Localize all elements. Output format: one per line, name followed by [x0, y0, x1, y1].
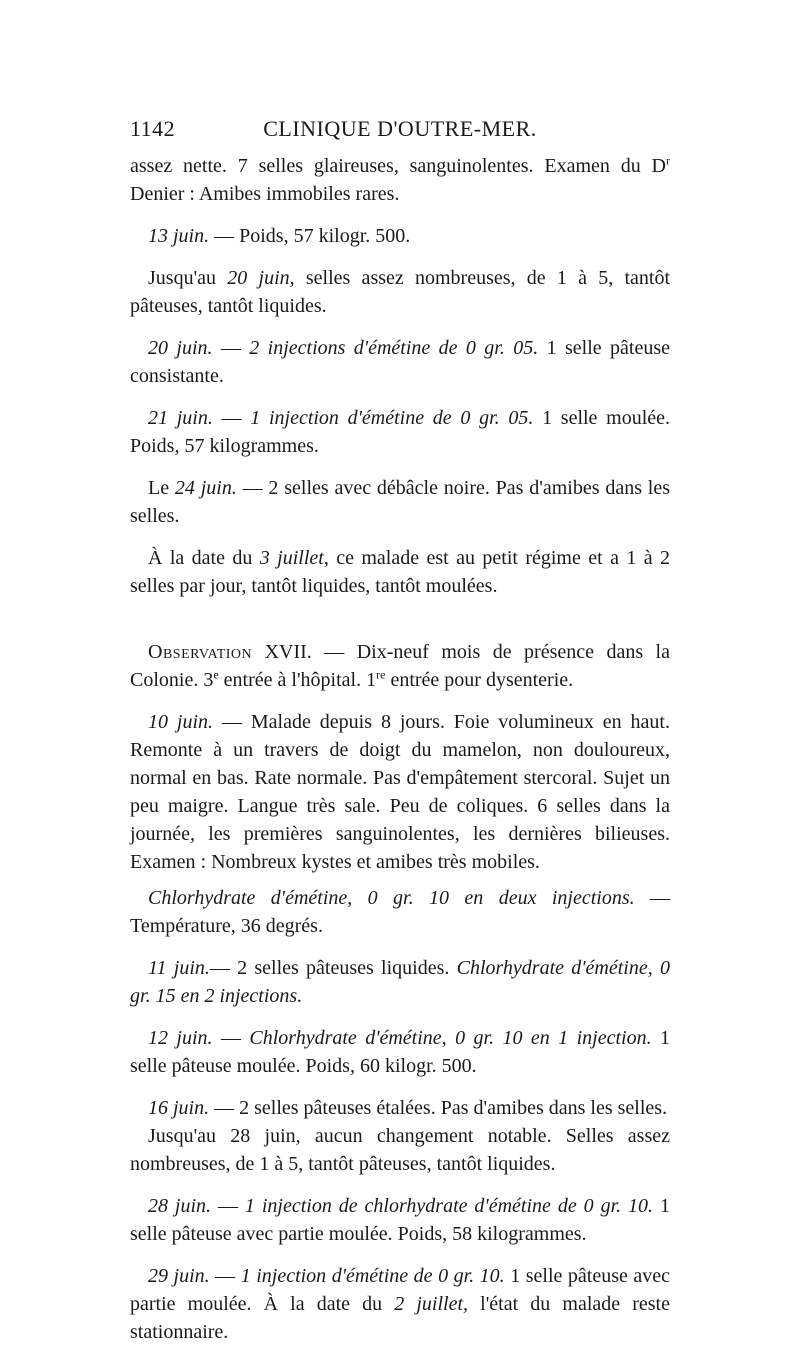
italic-run: 2 injections d'émétine de 0 gr. 05. [249, 337, 539, 359]
paragraph-10-juin [130, 708, 670, 876]
running-title: CLINIQUE D'OUTRE-MER. [263, 116, 537, 141]
paragraph-12-juin [130, 1024, 670, 1080]
text-run: 1 selle pâteuse avec partie moulée. Poids, 58 kilogrammes. [130, 1195, 670, 1245]
text-run: selles assez nombreuses, de 1 à 5, tantôt pâteuses, tantôt liquides. [130, 267, 671, 317]
text-run: — Température, 36 degrés. [130, 887, 671, 937]
italic-run: 1 injection de chlorhydrate d'émétine de 0 gr. 10. [244, 1195, 654, 1217]
paragraph-21-juin [130, 404, 670, 460]
date-label: 10 juin. [148, 711, 214, 733]
paragraph-11-juin [130, 954, 670, 1010]
text-run: — Poids, 57 kilogr. 500. [209, 225, 411, 247]
italic-run: 3 juillet, [259, 547, 329, 569]
text-run: ce malade est au petit régime et a 1 à 2 selles par jour, tantôt liquides, tantôt moulées. [130, 547, 670, 597]
date-label: 29 juin. [148, 1265, 210, 1287]
text-run: 1 selle moulée. Poids, 57 kilogrammes. [130, 407, 671, 457]
text-run: l'état du malade reste stationnaire. [130, 1293, 670, 1343]
page-body [130, 152, 670, 1346]
paragraph-28-juin [130, 1192, 670, 1248]
text-run: À la date du [148, 547, 260, 569]
page-header [130, 116, 670, 146]
paragraph-chlorhydrate [130, 884, 670, 940]
paragraph-continuation [130, 152, 670, 208]
text-run: 1 selle pâteuse avec partie moulée. À la date du [130, 1265, 671, 1315]
text-run: — 2 selles pâteuses étalées. Pas d'amibes dans les selles. [209, 1097, 668, 1119]
date-label: 11 juin. [148, 957, 210, 979]
italic-run: 2 juillet, [394, 1293, 469, 1315]
page-number: 1142 [130, 116, 176, 141]
date-label: 13 juin. [148, 225, 210, 247]
paragraph-20-juin [130, 334, 670, 390]
italic-run: Chlorhydrate d'émétine, 0 gr. 10 en deux injections. [148, 887, 635, 909]
paragraph-3-juillet [130, 544, 670, 600]
text-run: Le [148, 477, 175, 499]
paragraph-observation-xvii [130, 638, 670, 694]
paragraph-jusqu-au-20-juin [130, 264, 670, 320]
italic-run: 20 juin, [227, 267, 295, 289]
text-run: assez nette. 7 selles glaireuses, sanguinolentes. Examen du D [130, 155, 666, 177]
italic-run: 1 injection d'émétine de 0 gr. 10. [240, 1265, 505, 1287]
text-run: Denier : Amibes immobiles rares. [130, 183, 400, 205]
text-run: XVII. — Dix-neuf mois de présence dans la Colonie. 3 [130, 641, 670, 691]
text-run: 1 selle pâteuse moulée. Poids, 60 kilogr. 500. [130, 1027, 671, 1077]
text-run: 1 selle pâteuse consistante. [130, 337, 671, 387]
text-run: — [212, 337, 250, 359]
superscript: r [666, 153, 670, 168]
observation-heading: Observation [148, 641, 253, 663]
paragraph-16-juin [130, 1094, 670, 1122]
superscript: e [213, 667, 219, 682]
text-run: — [209, 1265, 241, 1287]
paragraph-13-juin [130, 222, 670, 250]
text-run: — [212, 407, 251, 429]
italic-run: 1 injection d'émétine de 0 gr. 05. [250, 407, 534, 429]
text-run: — [211, 1195, 245, 1217]
italic-run: 24 juin. [174, 477, 237, 499]
italic-run: Chlorhydrate d'émétine, 0 gr. 15 en 2 injections. [130, 957, 670, 1007]
text-run: Jusqu'au 28 juin, aucun changement notable. Selles assez nombreuses, de 1 à 5, tantôt pâteuses, tantôt liquides. [130, 1125, 670, 1175]
paragraph-jusqu-au-28-juin [130, 1122, 670, 1178]
date-label: 20 juin. [148, 337, 213, 359]
date-label: 16 juin. [148, 1097, 210, 1119]
text-run: — [212, 1027, 250, 1049]
italic-run: Chlorhydrate d'émétine, 0 gr. 10 en 1 injection. [249, 1027, 652, 1049]
paragraph-29-juin [130, 1262, 670, 1346]
date-label: 28 juin. [148, 1195, 212, 1217]
date-label: 21 juin. [148, 407, 213, 429]
text-run: — 2 selles pâteuses liquides. [209, 957, 457, 979]
date-label: 12 juin. [148, 1027, 213, 1049]
text-run: Jusqu'au [148, 267, 228, 289]
text-run: — Malade depuis 8 jours. Foie volumineux en haut. Remonte à un travers de doigt du mamelon, non douloureux, normal en bas. Rate normale. Pas d'empâtement stercoral. Sujet un peu maigre. Langue très sale. Peu de coliques. 6 selles dans la journée, les premières sanguinolentes, les dernières bilieuses. Examen : Nombreux kystes et amibes très mobiles. [130, 711, 670, 873]
superscript: re [376, 667, 386, 682]
text-run: — 2 selles avec débâcle noire. Pas d'amibes dans les selles. [130, 477, 670, 527]
paragraph-24-juin [130, 474, 670, 530]
text-run: entrée à l'hôpital. 1 [218, 669, 377, 691]
text-run: entrée pour dysenterie. [385, 669, 574, 691]
